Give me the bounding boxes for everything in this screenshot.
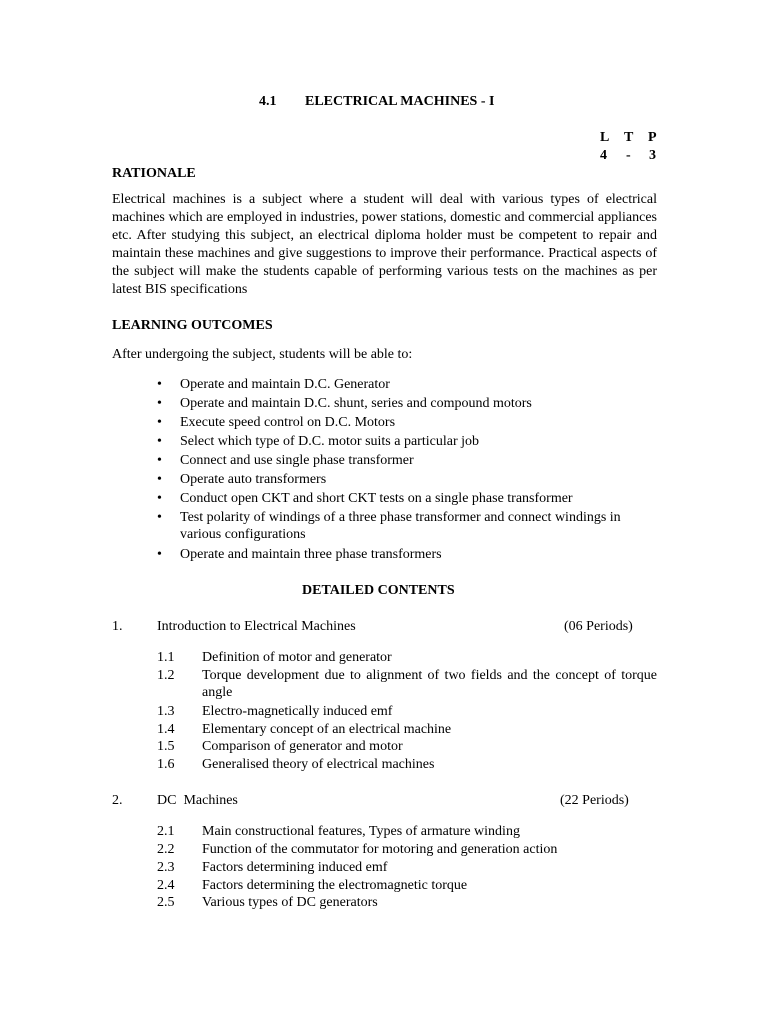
item-text: Elementary concept of an electrical machine — [202, 722, 452, 737]
bullet-icon: • — [157, 415, 162, 430]
item-text: Electro-magnetically induced emf — [202, 704, 393, 719]
ltp-value-p: 3 — [649, 148, 656, 163]
rationale-line: appliances etc. After studying this subject, an electrical diploma holder must be — [112, 210, 657, 243]
bullet-icon: • — [157, 434, 162, 449]
subject-number: 4.1 — [259, 94, 277, 109]
section-periods: (06 Periods) — [564, 619, 633, 634]
outcome-item: Operate and maintain D.C. shunt, series and compound motors — [180, 396, 532, 411]
bullet-icon: • — [157, 472, 162, 487]
item-text: Definition of motor and generator — [202, 650, 392, 665]
ltp-label-p: P — [648, 130, 657, 145]
ltp-value-t: - — [626, 148, 631, 163]
bullet-icon: • — [157, 396, 162, 411]
section-number: 2. — [112, 793, 123, 808]
item-number: 1.3 — [157, 704, 175, 719]
item-number: 1.5 — [157, 739, 175, 754]
ltp-value-l: 4 — [600, 148, 607, 163]
section-periods: (22 Periods) — [560, 793, 629, 808]
item-text: Function of the commutator for motoring and generation action — [202, 842, 558, 857]
outcome-item: Conduct open CKT and short CKT tests on a single phase transformer — [180, 491, 573, 506]
item-number: 2.3 — [157, 860, 175, 875]
outcome-item: Operate and maintain D.C. Generator — [180, 377, 390, 392]
bullet-icon: • — [157, 377, 162, 392]
rationale-heading: RATIONALE — [112, 166, 196, 181]
bullet-icon: • — [157, 491, 162, 506]
outcome-item: Operate auto transformers — [180, 472, 327, 487]
rationale-line: machines which are employed in industries, power stations, domestic and commercial — [112, 210, 598, 225]
outcome-item: Connect and use single phase transformer — [180, 453, 414, 468]
item-number: 1.6 — [157, 757, 175, 772]
section-title: DC Machines — [157, 793, 238, 808]
learning-outcomes-intro: After undergoing the subject, students will be able to: — [112, 347, 413, 362]
outcome-item: Select which type of D.C. motor suits a particular job — [180, 434, 479, 449]
section-title: Introduction to Electrical Machines — [157, 619, 356, 634]
item-text: Torque development due to alignment of two fields and the concept of torque angle — [202, 668, 657, 700]
section-number: 1. — [112, 619, 123, 634]
bullet-icon: • — [157, 453, 162, 468]
rationale-line: competent to repair and maintain these machines and give suggestions to improve their — [112, 228, 657, 261]
item-number: 1.4 — [157, 722, 175, 737]
item-text: Factors determining induced emf — [202, 860, 388, 875]
item-number: 2.2 — [157, 842, 175, 857]
outcome-item: Test polarity of windings of a three phase transformer and connect windings in various configurations — [180, 510, 621, 542]
item-number: 1.2 — [157, 668, 175, 683]
rationale-line: performance. Practical aspects of the subject will make the students capable of — [112, 246, 657, 279]
rationale-line: performing various tests on the machines as per latest BIS specifications — [112, 264, 658, 297]
item-text: Generalised theory of electrical machines — [202, 757, 435, 772]
outcome-item: Execute speed control on D.C. Motors — [180, 415, 396, 430]
item-text: Factors determining the electromagnetic torque — [202, 878, 468, 893]
item-text: Comparison of generator and motor — [202, 739, 403, 754]
rationale-paragraph — [112, 191, 657, 299]
item-text: Various types of DC generators — [202, 895, 378, 910]
detailed-contents-heading: DETAILED CONTENTS — [302, 583, 455, 598]
rationale-line: Electrical machines is a subject where a student will deal with various types of electrical — [112, 192, 657, 207]
item-number: 2.5 — [157, 895, 175, 910]
outcome-item: Operate and maintain three phase transformers — [180, 547, 442, 562]
bullet-icon: • — [157, 547, 162, 562]
item-number: 2.1 — [157, 824, 175, 839]
item-number: 2.4 — [157, 878, 175, 893]
subject-title: ELECTRICAL MACHINES - I — [305, 94, 495, 109]
item-number: 1.1 — [157, 650, 175, 665]
ltp-label-l: L — [600, 130, 610, 145]
ltp-label-t: T — [624, 130, 634, 145]
learning-outcomes-heading: LEARNING OUTCOMES — [112, 318, 273, 333]
item-text: Main constructional features, Types of armature winding — [202, 824, 520, 839]
bullet-icon: • — [157, 510, 162, 525]
